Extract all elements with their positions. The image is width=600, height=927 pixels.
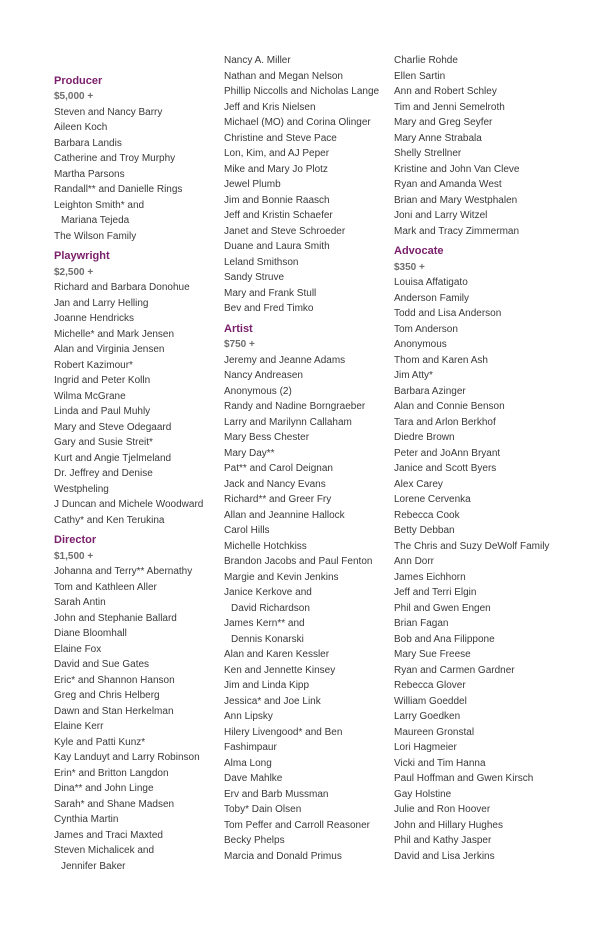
donor-name: Jim and Linda Kipp	[224, 680, 310, 691]
donor-column-3	[394, 53, 562, 864]
donor-name: Mary and Frank Stull	[224, 287, 317, 299]
donor-name: Larry and Marilynn Callaham	[224, 416, 352, 428]
donor-name: Phil and Kathy Jasper	[394, 835, 492, 846]
donor-name-continued: Dennis Konarski	[231, 633, 304, 645]
donor-name: Dawn and Stan Herkelman	[54, 705, 174, 717]
donor-name: Christine and Steve Pace	[224, 132, 337, 144]
donor-name: Allan and Jeannine Hallock	[224, 509, 345, 521]
donor-name: James and Traci Maxted	[54, 829, 163, 841]
donor-name: Anderson Family	[394, 292, 470, 304]
donor-name: Diedre Brown	[394, 432, 455, 443]
donor-name: Maureen Gronstal	[394, 726, 475, 738]
donor-name: Ann Lipsky	[224, 711, 273, 722]
donor-name: Randall** and Danielle Rings	[54, 184, 183, 195]
donor-name: Michelle Hotchkiss	[224, 540, 307, 552]
donor-name: Rebecca Cook	[394, 509, 460, 521]
donor-name: Tara and Arlon Berkhof	[394, 416, 496, 428]
tier-heading: Producer	[54, 74, 103, 87]
donor-name: Tom Peffer and Carroll Reasoner	[224, 819, 370, 831]
donor-name: David and Lisa Jerkins	[394, 850, 495, 862]
donor-name: John and Stephanie Ballard	[54, 612, 177, 624]
donor-name: Todd and Lisa Anderson	[394, 308, 502, 319]
donor-name: Catherine and Troy Murphy	[54, 153, 176, 164]
donor-name: Ryan and Amanda West	[394, 179, 502, 190]
donor-name: Lorene Cervenka	[394, 494, 471, 505]
donor-name: Bev and Fred Timko	[224, 303, 314, 314]
donor-name: Jeff and Kris Nielsen	[224, 101, 316, 113]
donor-name: Jessica* and Joe Link	[224, 695, 321, 707]
donor-name: Richard** and Greer Fry	[224, 494, 332, 505]
donor-name: Betty Debban	[394, 525, 455, 536]
donor-name: Brian Fagan	[394, 618, 449, 629]
donor-name: Erin* and Britton Langdon	[54, 767, 169, 779]
donor-name: Linda and Paul Muhly	[54, 406, 151, 417]
donor-name: John and Hillary Hughes	[394, 819, 503, 831]
donor-name: Carol Hills	[224, 525, 270, 536]
tier-heading: Advocate	[394, 245, 444, 257]
donor-name: Alan and Karen Kessler	[224, 649, 330, 660]
donor-name: Tim and Jenni Semelroth	[394, 101, 505, 113]
donor-name: Julie and Ron Hoover	[394, 804, 491, 815]
donor-name: The Chris and Suzy DeWolf Family	[394, 540, 550, 552]
tier-amount: $5,000 +	[54, 91, 94, 102]
donor-name: Hilery Livengood* and Ben	[224, 726, 343, 738]
donor-name: Nancy A. Miller	[224, 55, 291, 66]
donor-name: Phillip Niccolls and Nicholas Lange	[224, 86, 380, 97]
donor-name: Richard and Barbara Donohue	[54, 282, 190, 293]
donor-name: Alan and Virginia Jensen	[54, 344, 165, 355]
donor-name: Nancy Andreasen	[224, 370, 303, 381]
donor-name: Mary and Greg Seyfer	[394, 117, 493, 128]
donor-name: Leighton Smith* and	[54, 199, 145, 211]
donor-name: Tom Anderson	[394, 323, 458, 335]
donor-column-2	[224, 53, 392, 864]
donor-name: Toby* Dain Olsen	[224, 804, 302, 815]
donor-name: Fashimpaur	[224, 742, 277, 753]
tier-heading: Artist	[224, 322, 253, 335]
donor-name: Elaine Fox	[54, 643, 102, 655]
donor-name: Pat** and Carol Deignan	[224, 463, 333, 474]
donor-name: Eric* and Shannon Hanson	[54, 674, 175, 686]
donor-name: Greg and Chris Helberg	[54, 690, 160, 701]
donor-name: Vicki and Tim Hanna	[394, 757, 486, 769]
tier-amount: $2,500 +	[54, 266, 94, 278]
donor-name: Duane and Laura Smith	[224, 241, 330, 252]
donor-name: James Kern** and	[224, 618, 305, 629]
donor-name: Ingrid and Peter Kolln	[54, 375, 151, 386]
donor-name: David and Sue Gates	[54, 659, 150, 670]
donor-name: Brandon Jacobs and Paul Fenton	[224, 556, 373, 567]
donor-name: Jim Atty*	[394, 370, 433, 381]
donor-name: Kristine and John Van Cleve	[394, 163, 520, 175]
donor-name: Martha Parsons	[54, 168, 125, 180]
donor-name: Louisa Affatigato	[394, 277, 468, 288]
donor-name: Dina** and John Linge	[54, 783, 154, 794]
donor-name: Steven Michalicek and	[54, 845, 155, 856]
donor-name: Robert Kazimour*	[54, 359, 133, 371]
donor-name: Janice Kerkove and	[224, 587, 312, 598]
donor-name: Jewel Plumb	[224, 179, 281, 190]
donor-name: Dave Mahlke	[224, 773, 283, 784]
donor-name: Paul Hoffman and Gwen Kirsch	[394, 773, 534, 784]
donor-name: Ryan and Carmen Gardner	[394, 664, 515, 676]
donor-name: Westpheling	[54, 483, 109, 495]
donor-name: Michael (MO) and Corina Olinger	[224, 117, 371, 128]
donor-name: Anonymous	[394, 339, 447, 350]
donor-name-continued: Jennifer Baker	[61, 860, 126, 872]
donor-name: Ellen Sartin	[394, 70, 446, 82]
donor-name: Dr. Jeffrey and Denise	[54, 468, 153, 479]
donor-name: Becky Phelps	[224, 835, 285, 846]
donor-name: Peter and JoAnn Bryant	[394, 447, 501, 459]
donor-name: Lon, Kim, and AJ Peper	[224, 148, 330, 159]
donor-name: Joni and Larry Witzel	[394, 210, 488, 221]
donor-name: Jeremy and Jeanne Adams	[224, 354, 346, 366]
donor-name: Joanne Hendricks	[54, 313, 135, 324]
donor-name: Kyle and Patti Kunz*	[54, 736, 146, 748]
donor-name: Ann and Robert Schley	[394, 86, 497, 97]
tier-heading: Director	[54, 534, 97, 546]
donor-name: William Goeddel	[394, 695, 467, 707]
donor-name: Gary and Susie Streit*	[54, 437, 153, 448]
donor-name: Mary Sue Freese	[394, 649, 471, 660]
donor-name: Jan and Larry Helling	[54, 297, 149, 309]
donor-name: Alex Carey	[394, 478, 443, 490]
donor-name: Kay Landuyt and Larry Robinson	[54, 752, 200, 763]
donor-name: Steven and Nancy Barry	[54, 106, 163, 118]
donor-name: Alma Long	[224, 757, 272, 769]
donor-name: Anonymous (2)	[224, 385, 292, 397]
donor-name: Kurt and Angie Tjelmeland	[54, 452, 172, 464]
donor-name: Larry Goedken	[394, 711, 461, 722]
donor-name: Alan and Connie Benson	[394, 401, 505, 412]
donor-name: Phil and Gwen Engen	[394, 602, 491, 614]
donor-name: Nathan and Megan Nelson	[224, 70, 343, 82]
donor-name: Aileen Koch	[54, 122, 108, 133]
donor-name: Cathy* and Ken Terukina	[54, 514, 165, 526]
donor-name: The Wilson Family	[54, 230, 137, 242]
donor-name: Mark and Tracy Zimmerman	[394, 225, 520, 237]
donor-name: Marcia and Donald Primus	[224, 850, 342, 862]
donor-name: Ann Dorr	[394, 556, 435, 567]
donor-name: Erv and Barb Mussman	[224, 788, 329, 800]
donor-name: Jack and Nancy Evans	[224, 478, 326, 490]
donor-name: Bob and Ana Filippone	[394, 633, 495, 645]
donor-name: Sarah* and Shane Madsen	[54, 798, 175, 810]
donor-name: Cynthia Martin	[54, 814, 119, 825]
donor-name: Shelly Strellner	[394, 148, 462, 159]
donor-column-1	[54, 53, 222, 874]
spacer	[54, 53, 222, 69]
donor-name: Jeff and Terri Elgin	[394, 587, 477, 598]
donor-name: Leland Smithson	[224, 256, 299, 268]
donor-name: Elaine Kerr	[54, 721, 104, 732]
donor-name: Barbara Landis	[54, 137, 122, 149]
tier-amount: $750 +	[224, 339, 255, 350]
donor-name: Diane Bloomhall	[54, 628, 127, 639]
donor-name: Lori Hagmeier	[394, 742, 457, 753]
donor-name: Ken and Jennette Kinsey	[224, 664, 336, 676]
tier-amount: $350 +	[394, 261, 425, 273]
tier-amount: $1,500 +	[54, 550, 94, 562]
donor-name: Tom and Kathleen Aller	[54, 581, 157, 593]
donor-name: Randy and Nadine Borngraeber	[224, 401, 366, 412]
donor-name: Thom and Karen Ash	[394, 354, 488, 366]
donor-name: J Duncan and Michele Woodward	[54, 499, 204, 510]
donor-name: Wilma McGrane	[54, 390, 126, 402]
donor-name: Sandy Struve	[224, 272, 285, 283]
donor-name: Brian and Mary Westphalen	[394, 194, 518, 206]
donor-name: James Eichhorn	[394, 571, 466, 583]
donor-name: Michelle* and Mark Jensen	[54, 328, 175, 340]
donor-name: Mary Day**	[224, 447, 275, 459]
donor-name: Rebecca Glover	[394, 680, 466, 691]
donor-name-continued: David Richardson	[231, 602, 310, 614]
donor-name-continued: Mariana Tejeda	[61, 215, 130, 226]
donor-name: Mike and Mary Jo Plotz	[224, 163, 328, 175]
donor-name: Charlie Rohde	[394, 55, 458, 66]
donor-name: Gay Holstine	[394, 788, 452, 800]
donor-name: Johanna and Terry** Abernathy	[54, 566, 193, 577]
donor-name: Mary Anne Strabala	[394, 132, 482, 144]
donor-name: Mary Bess Chester	[224, 432, 310, 443]
donor-name: Margie and Kevin Jenkins	[224, 571, 339, 583]
donor-name: Barbara Azinger	[394, 385, 466, 397]
donor-name: Jeff and Kristin Schaefer	[224, 210, 333, 221]
tier-heading: Playwright	[54, 250, 110, 262]
donor-name: Mary and Steve Odegaard	[54, 421, 172, 433]
donor-name: Sarah Antin	[54, 597, 106, 608]
donor-name: Janice and Scott Byers	[394, 463, 497, 474]
donor-name: Janet and Steve Schroeder	[224, 225, 346, 237]
donor-name: Jim and Bonnie Raasch	[224, 194, 330, 206]
